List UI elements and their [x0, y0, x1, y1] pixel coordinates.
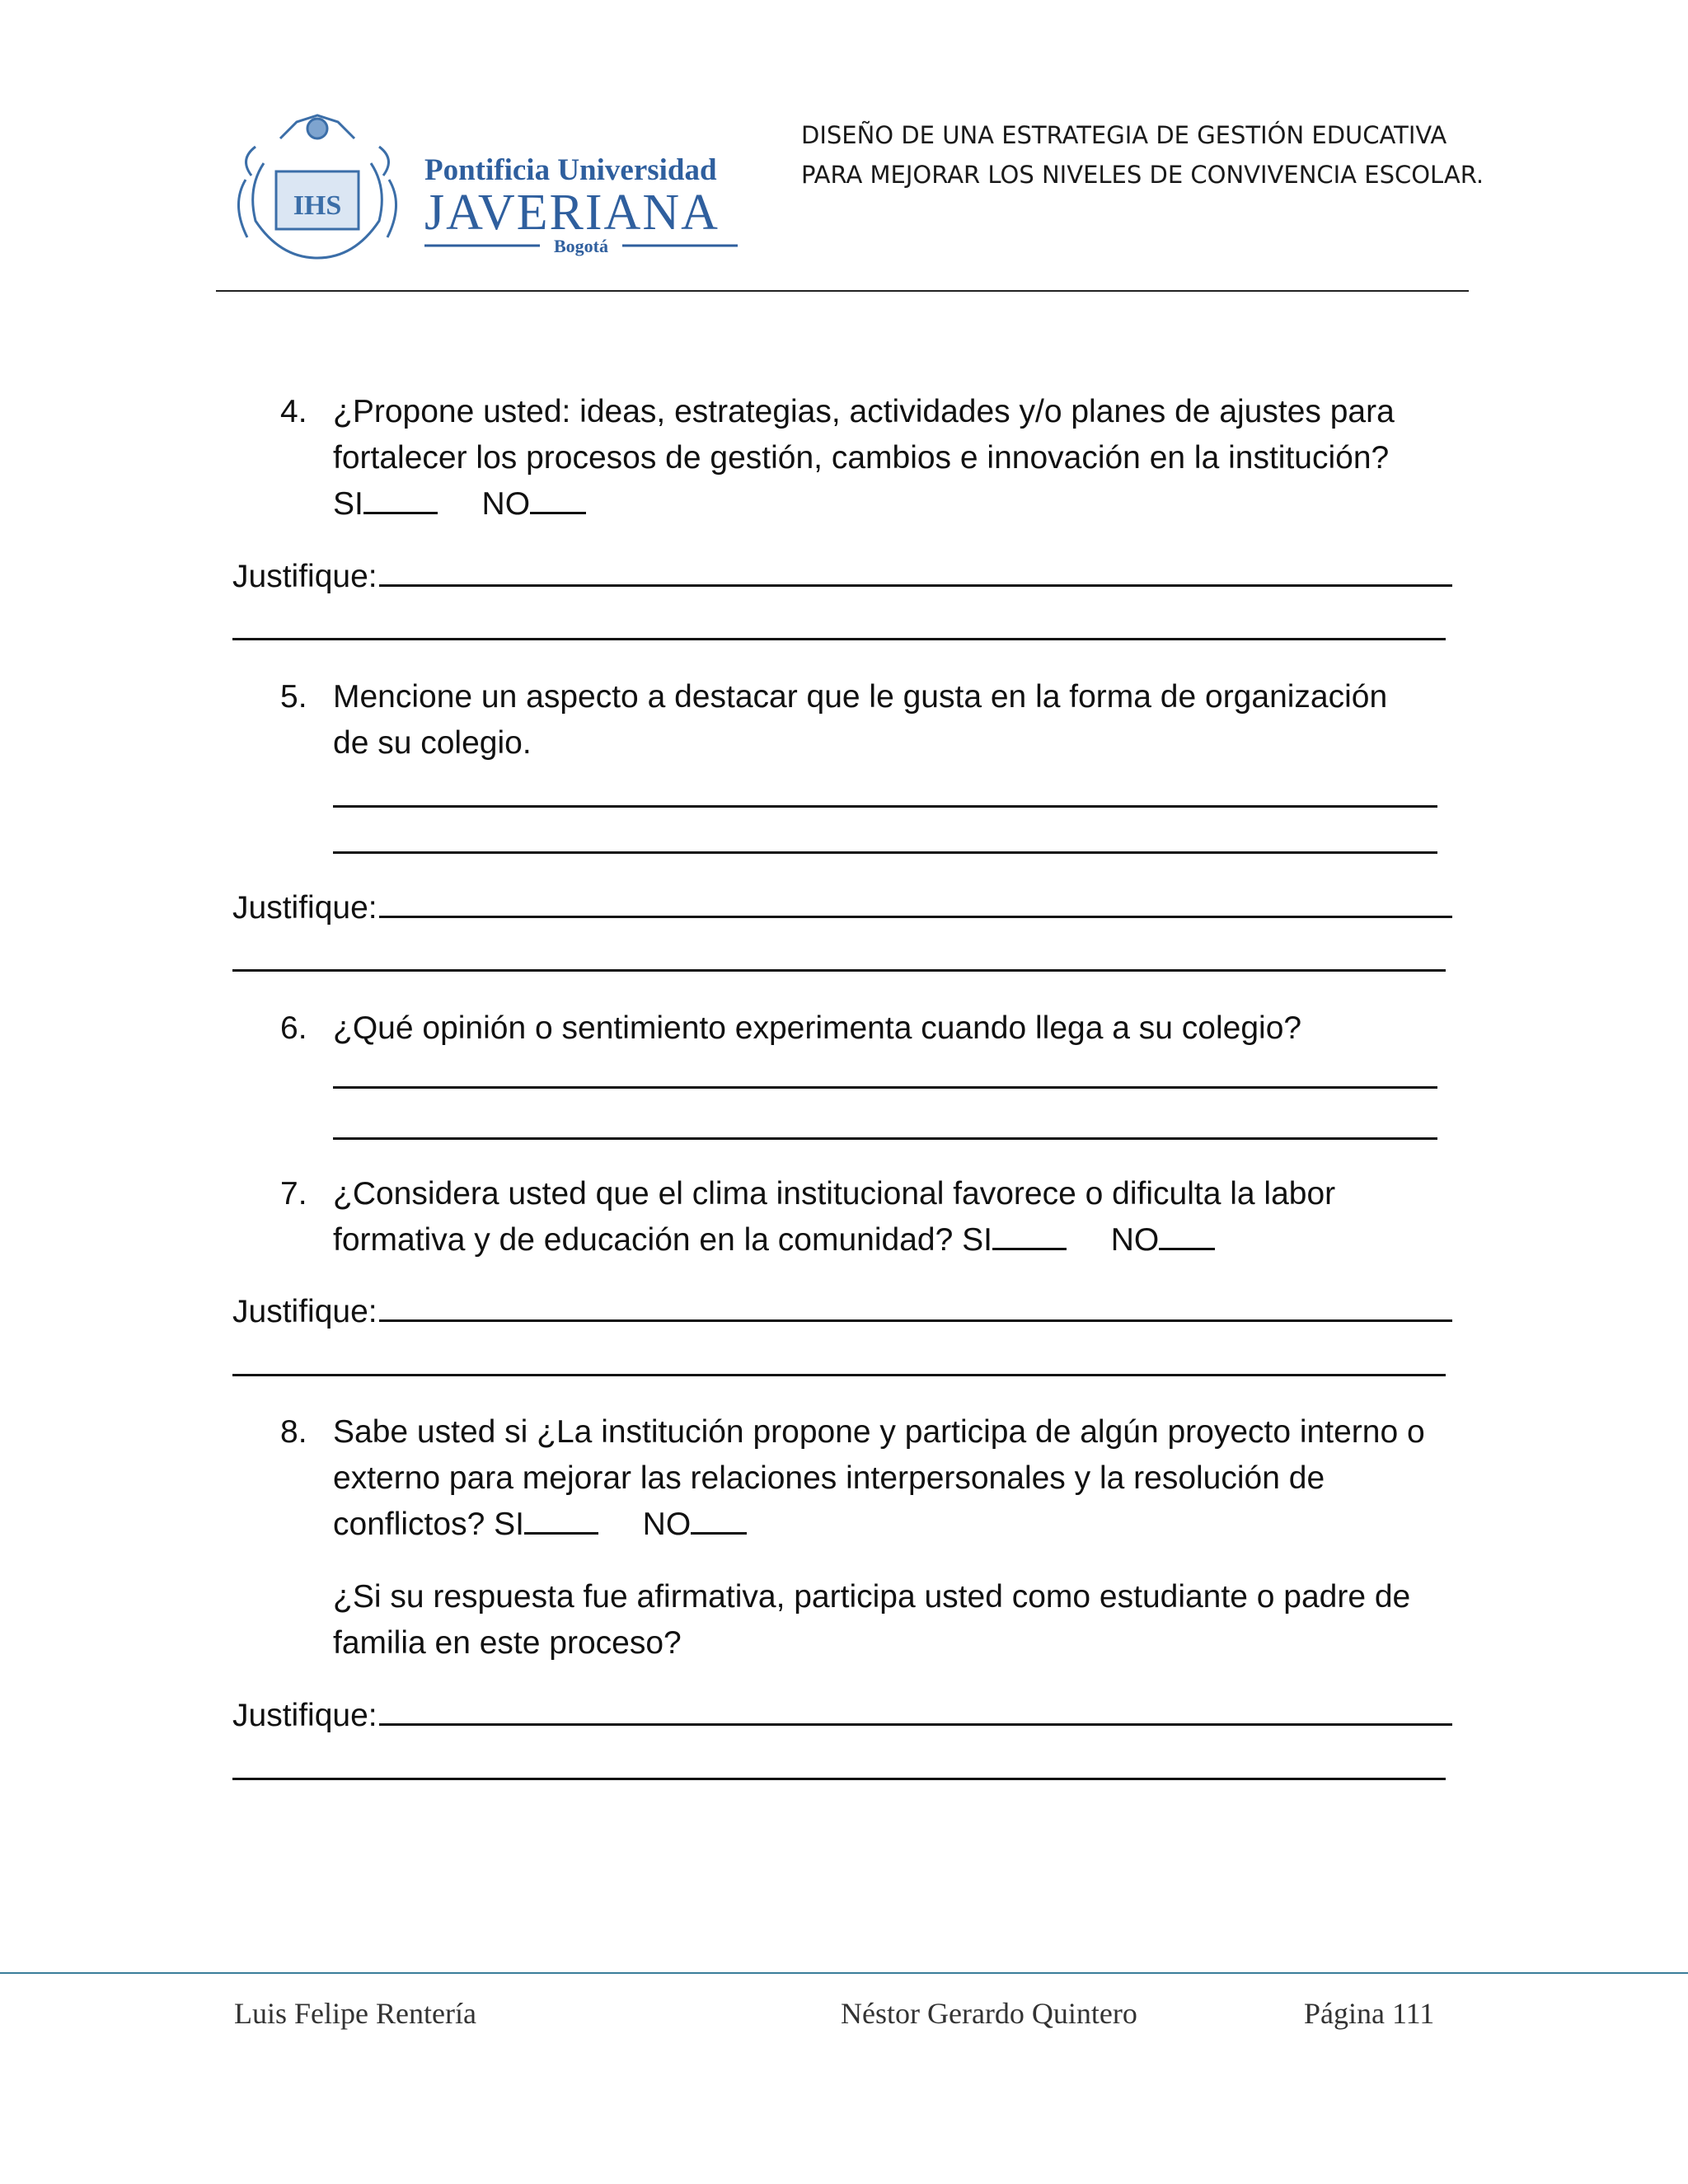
- justify-label: Justifique:: [232, 890, 377, 926]
- document-title-line2: PARA MEJORAR LOS NIVELES DE CONVIVENCIA ESCOLAR.: [801, 161, 1484, 189]
- yes-no-options: [333, 481, 1467, 527]
- answer-line[interactable]: [333, 1086, 1437, 1089]
- justify-field-q5[interactable]: [232, 885, 1452, 931]
- svg-text:IHS: IHS: [293, 190, 342, 221]
- justify-blank[interactable]: [379, 916, 1452, 918]
- footer-author1: Luis Felipe Rentería: [234, 1997, 476, 2030]
- justify-label: Justifique:: [232, 1698, 377, 1733]
- no-label: NO: [481, 486, 531, 522]
- question-number: 8.: [280, 1414, 307, 1450]
- question-text-line2-with-options: [333, 1217, 1467, 1263]
- answer-line[interactable]: [232, 969, 1446, 972]
- document-title-line1: DISEÑO DE UNA ESTRATEGIA DE GESTIÓN EDUCATIVA: [801, 121, 1447, 149]
- question-text-line3: conflictos?: [333, 1507, 485, 1542]
- no-answer-blank[interactable]: [1159, 1248, 1215, 1250]
- justify-field-q8[interactable]: [232, 1693, 1452, 1739]
- question-number: 6.: [280, 1010, 307, 1046]
- footer-author2: Néstor Gerardo Quintero: [841, 1997, 1137, 2030]
- question-text-line1: ¿Qué opinión o sentimiento experimenta cuando llega a su colegio?: [333, 1010, 1302, 1046]
- question-8: [280, 1409, 1467, 1666]
- yes-label: SI: [333, 486, 363, 522]
- no-label: NO: [1110, 1222, 1160, 1258]
- logo-wordmark: JAVERIANA: [424, 185, 720, 241]
- justify-label: Justifique:: [232, 1294, 377, 1329]
- question-text-line1: ¿Propone usted: ideas, estrategias, actividades y/o planes de ajustes para: [333, 394, 1395, 429]
- answer-line[interactable]: [232, 1374, 1446, 1376]
- question-text-line2: formativa y de educación en la comunidad?: [333, 1222, 954, 1258]
- question-text-line1: Sabe usted si ¿La institución propone y participa de algún proyecto interno o: [333, 1414, 1425, 1450]
- document-title: [801, 115, 1484, 194]
- answer-line[interactable]: [333, 851, 1437, 854]
- answer-line[interactable]: [333, 805, 1437, 808]
- yes-label: SI: [962, 1222, 992, 1258]
- question-4: [280, 389, 1467, 527]
- page-number: Página 111: [1304, 1997, 1435, 2030]
- followup-line2: familia en este proceso?: [333, 1625, 682, 1661]
- university-seal-icon: [238, 115, 396, 258]
- answer-line[interactable]: [232, 1778, 1446, 1780]
- question-text-line2: fortalecer los procesos de gestión, cambios e innovación en la institución?: [333, 440, 1390, 476]
- question-5: [280, 674, 1467, 766]
- question-text-line2: externo para mejorar las relaciones interpersonales y la resolución de: [333, 1460, 1325, 1496]
- yes-label: SI: [494, 1507, 524, 1542]
- answer-line[interactable]: [333, 1137, 1437, 1140]
- no-answer-blank[interactable]: [691, 1532, 747, 1535]
- footer-divider: [0, 1972, 1688, 1974]
- justify-field-q4[interactable]: [232, 554, 1452, 600]
- question-number: 7.: [280, 1176, 307, 1212]
- justify-blank[interactable]: [379, 1723, 1452, 1726]
- justify-field-q7[interactable]: [232, 1289, 1452, 1335]
- answer-line[interactable]: [232, 638, 1446, 640]
- question-text-line3-with-options: [333, 1502, 1467, 1548]
- no-answer-blank[interactable]: [530, 512, 586, 514]
- yes-answer-blank[interactable]: [363, 512, 438, 514]
- question-text-line1: ¿Considera usted que el clima institucional favorece o dificulta la labor: [333, 1176, 1336, 1212]
- question-6: [280, 1005, 1467, 1052]
- yes-answer-blank[interactable]: [524, 1532, 598, 1535]
- justify-blank[interactable]: [379, 584, 1452, 587]
- logo-name: Pontificia Universidad: [424, 153, 717, 187]
- question-7: [280, 1171, 1467, 1263]
- no-label: NO: [642, 1507, 692, 1542]
- university-logo: [231, 114, 742, 264]
- followup-line1: ¿Si su respuesta fue afirmativa, participa usted como estudiante o padre de: [333, 1579, 1411, 1615]
- question-text-line2: de su colegio.: [333, 725, 532, 761]
- header-divider: [216, 290, 1469, 292]
- logo-city: Bogotá: [554, 236, 608, 256]
- question-text-line1: Mencione un aspecto a destacar que le gusta en la forma de organización: [333, 679, 1388, 715]
- justify-label: Justifique:: [232, 559, 377, 594]
- question-number: 4.: [280, 394, 307, 429]
- justify-blank[interactable]: [379, 1319, 1452, 1322]
- yes-answer-blank[interactable]: [992, 1248, 1067, 1250]
- question-number: 5.: [280, 679, 307, 715]
